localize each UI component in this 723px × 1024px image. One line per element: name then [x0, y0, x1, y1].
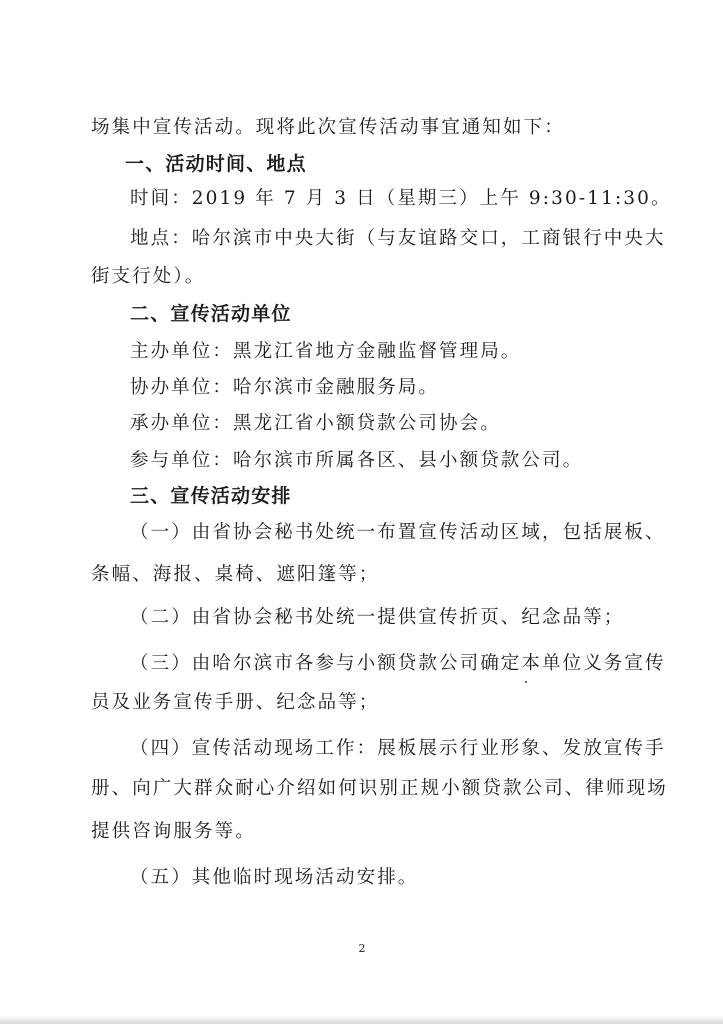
- arrangement-item-4-continued-2: 提供咨询服务等。: [91, 821, 256, 842]
- host-unit-line: 主办单位：黑龙江省地方金融监督管理局。: [130, 341, 522, 362]
- participant-unit-line: 参与单位：哈尔滨市所属各区、县小额贷款公司。: [130, 450, 584, 471]
- scan-bottom-edge: [0, 1016, 723, 1024]
- section-heading-time-location: 一、活动时间、地点: [125, 153, 307, 175]
- arrangement-item-1-continued: 条幅、海报、桌椅、遮阳篷等；: [91, 564, 380, 585]
- arrangement-item-1: （一）由省协会秘书处统一布置宣传活动区域，包括展板、: [130, 522, 666, 543]
- location-line: 地点：哈尔滨市中央大街（与友谊路交口，工商银行中央大: [130, 228, 666, 249]
- arrangement-item-4: （四）宣传活动现场工作：展板展示行业形象、发放宣传手: [130, 738, 666, 759]
- scan-speck: [525, 681, 527, 683]
- arrangement-item-3: （三）由哈尔滨市各参与小额贷款公司确定本单位义务宣传: [130, 653, 666, 674]
- arrangement-item-4-continued: 册、向广大群众耐心介绍如何识别正规小额贷款公司、律师现场: [91, 778, 668, 799]
- arrangement-item-5: （五）其他临时现场活动安排。: [130, 867, 419, 888]
- arrangement-item-3-continued: 员及业务宣传手册、纪念品等；: [91, 692, 380, 713]
- section-heading-arrangement: 三、宣传活动安排: [130, 485, 292, 507]
- page-number: 2: [358, 942, 366, 955]
- arrangement-item-2: （二）由省协会秘书处统一提供宣传折页、纪念品等；: [130, 607, 625, 628]
- time-line: 时间：2019 年 7 月 3 日（星期三）上午 9:30-11:30。: [130, 188, 672, 209]
- organizer-unit-line: 承办单位：黑龙江省小额贷款公司协会。: [130, 413, 501, 434]
- intro-line: 场集中宣传活动。现将此次宣传活动事宜通知如下：: [91, 117, 565, 138]
- co-host-unit-line: 协办单位：哈尔滨市金融服务局。: [130, 377, 440, 398]
- location-line-continued: 街支行处）。: [91, 266, 206, 287]
- section-heading-units: 二、宣传活动单位: [130, 303, 292, 325]
